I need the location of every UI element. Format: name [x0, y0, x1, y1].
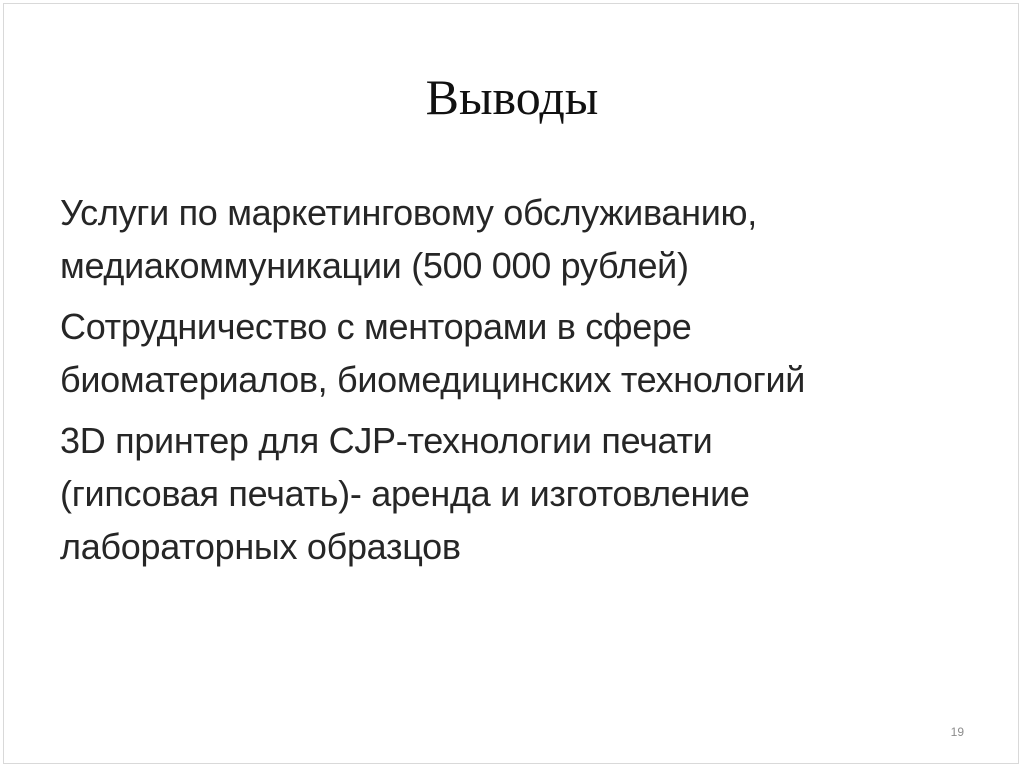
slide-content	[60, 186, 980, 581]
bullet-item-3	[60, 414, 980, 573]
bullet-line: Услуги по маркетинговому обслуживанию,	[60, 192, 757, 233]
bullet-line: Сотрудничество с менторами в сфере	[60, 306, 692, 347]
bullet-line: лабораторных образцов	[60, 526, 461, 567]
page-number: 19	[950, 725, 964, 739]
bullet-line: медиакоммуникации (500 000 рублей)	[60, 245, 689, 286]
bullet-item-2	[60, 300, 980, 406]
bullet-line: биоматериалов, биомедицинских технологий	[60, 359, 806, 400]
bullet-line: (гипсовая печать)- аренда и изготовление	[60, 473, 750, 514]
slide-title: Выводы	[425, 69, 599, 125]
bullet-item-1	[60, 186, 980, 292]
bullet-line: 3D принтер для CJP-технологии печати	[60, 420, 713, 461]
